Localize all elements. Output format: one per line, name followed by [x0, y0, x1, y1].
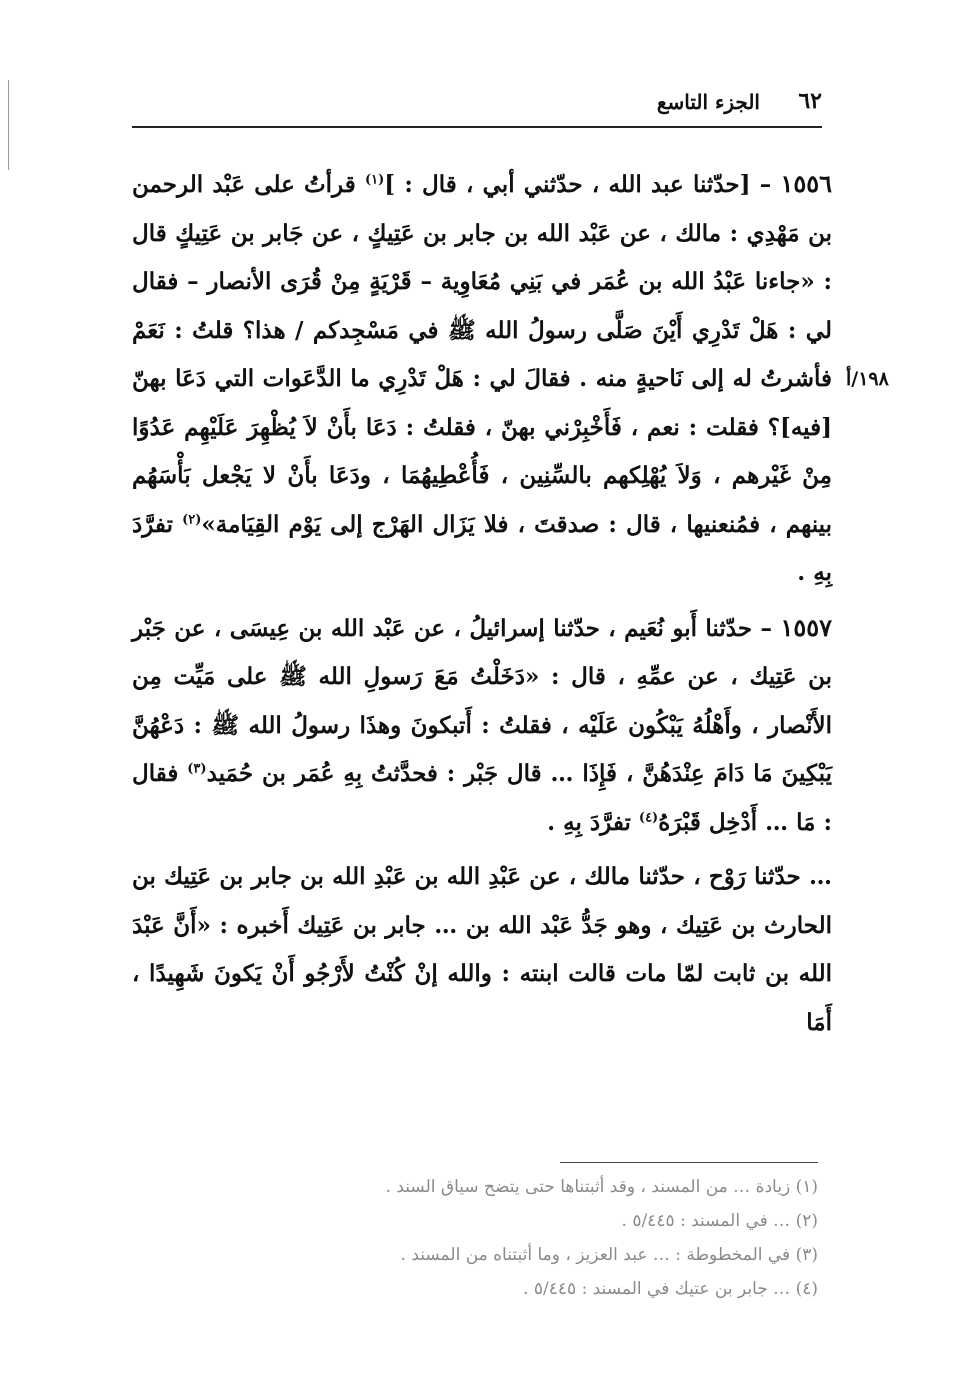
hadith-1558	[132, 853, 832, 1047]
footnote-ref: (١)	[364, 172, 385, 188]
footnote-ref: (٢)	[182, 511, 202, 527]
footnote-1: (١) زيادة … من المسند ، وقد أثبتناها حتى يتضح سياق السند .	[385, 1177, 818, 1197]
footnote-4: (٤) … جابر بن عتيك في المسند : ٥/٤٤٥ .	[523, 1279, 818, 1299]
manuscript-folio-marker: ١٩٨/أ	[846, 368, 889, 390]
footnote-ref: (٣)	[187, 761, 207, 777]
hadith-number: ١٥٥٧	[780, 612, 832, 642]
running-header	[132, 88, 822, 124]
footnote-2: (٢) … في المسند : ٥/٤٤٥ .	[621, 1211, 818, 1231]
header-divider	[132, 126, 822, 128]
hadith-text: – حدّثنا أَبو نُعَيم ، حدّثنا إسرائيلُ ، عن عَبْد الله بن عِيسَى ، عن جَبْر بن عَتِيك ، عن عمِّهِ ، قال : «دَخَلْتُ مَعَ رَسولِ الله ﷺ على مَيِّت مِن الأَنْصار ، وأَهْلُهُ يَبْكُون عَلَيْه ، فقلتُ : أَتبكونَ وهذَا رسولُ الله ﷺ : دَعْهُنَّ يَبْكِينَ مَا دَامَ عِنْدَهُنَّ ، فَإِذَا … قال جَبْر : فحدَّثتُ بِهِ عُمَر بن حُمَيد	[132, 614, 833, 787]
page-number: ٦٢	[798, 88, 822, 114]
footnotes	[150, 1170, 818, 1306]
main-text	[132, 160, 832, 1047]
hadith-1557	[132, 604, 832, 848]
hadith-closing: تفرَّدَ بِهِ .	[132, 510, 832, 586]
footnote-divider	[560, 1162, 818, 1163]
hadith-number: ١٥٥٦	[780, 169, 832, 198]
hadith-isnad: – [حدّثنا عبد الله ، حدّثني أبي ، قال : ]	[384, 171, 772, 198]
hadith-text: قرأتُ على عَبْد الرحمن بن مَهْدِي : مالك ، عن عَبْد الله بن جابر بن عَتِيكٍ ، عن جَابر بن عَتِيكٍ قال : «جاءنا عَبْدُ الله بن عُمَر في بَنِي مُعَاوِية – قَرْيَةٍ مِنْ قُرَى الأنصار – فقال لي : هَلْ تَدْرِي أَيْنَ صَلَّى رسولُ الله ﷺ في مَسْجِدكم / هذا؟ قلتُ : نَعَمْ فأشرتُ له إلى نَاحيةٍ منه . فقالَ لي : هَلْ تَدْرِي ما الدَّعَوات التي دَعَا بهنّ [فيه]؟ فقلت : نعم ، فَأَخْبِرْني بهنّ ، فقلتُ : دَعَا بأَنْ لاَ يُظْهِرَ عَلَيْهِم عَدُوًا مِنْ غَيْرهم ، وَلاَ يُهْلِكهم بالسِّنِين ، فَأُعْطِيهُمَا ، ودَعَا بأَنْ لا يَجْعل بَأْسَهُم بينهم ، فمُنعنيها ، قال : صدقتَ ، فلا يَزَال الهَرْج إلى يَوْم القِيَامة»	[132, 171, 832, 538]
footnote-ref: (٤)	[638, 809, 659, 825]
scan-gutter-line	[8, 80, 9, 170]
hadith-closing: تفرَّدَ بِهِ .	[547, 808, 631, 836]
hadith-text: … حدّثنا رَوْح ، حدّثنا مالك ، عن عَبْدِ الله بن عَبْدِ الله بن جابر بن عَتِيك بن الحارث بن عَتِيك ، وهو جَدُّ عَبْد الله بن … جابر بن عَتِيك أَخبره : «أَنَّ عَبْدَ الله بن ثابت لمّا مات قالت ابنته : والله إنْ كُنْتُ لأَرْجُو أَنْ يَكونَ شَهِيدًا ، أَمَا	[132, 863, 832, 1036]
hadith-text-cont: فقال : مَا … أَدْخِل قَبْرَهُ	[132, 760, 832, 836]
footnote-3: (٣) في المخطوطة : … عبد العزيز ، وما أثبتناه من المسند .	[400, 1245, 818, 1265]
volume-title: الجزء التاسع	[656, 90, 760, 114]
hadith-1556	[132, 160, 832, 598]
